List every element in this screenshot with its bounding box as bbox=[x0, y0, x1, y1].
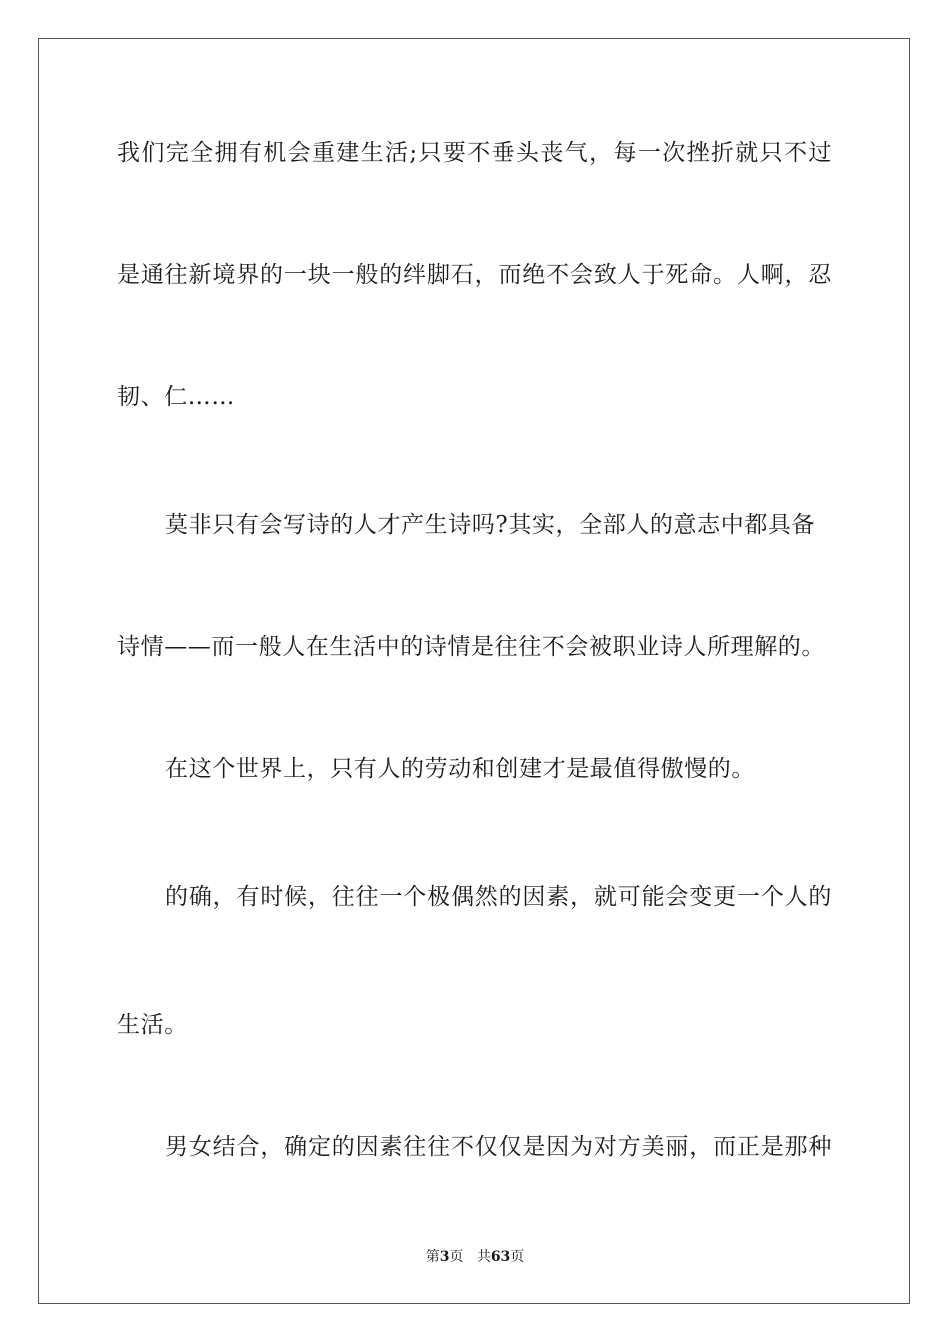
paragraph-line-2: 是通往新境界的一块一般的绊脚石，而绝不会致人于死命。人啊，忍 bbox=[117, 262, 832, 288]
page-footer bbox=[0, 1248, 950, 1266]
footer-page-number: 3 bbox=[439, 1249, 450, 1265]
footer-page-suffix: 页 bbox=[449, 1249, 464, 1265]
paragraph-line-4: 莫非只有会写诗的人才产生诗吗?其实，全部人的意志中都具备 bbox=[165, 512, 816, 538]
paragraph-line-1: 我们完全拥有机会重建生活;只要不垂头丧气，每一次挫折就只不过 bbox=[117, 140, 832, 166]
paragraph-line-7: 的确，有时候，往往一个极偶然的因素，就可能会变更一个人的 bbox=[165, 884, 832, 910]
paragraph-line-6: 在这个世界上，只有人的劳动和创建才是最值得傲慢的。 bbox=[165, 756, 755, 782]
paragraph-line-8: 生活。 bbox=[117, 1012, 188, 1038]
footer-total-suffix: 页 bbox=[510, 1249, 525, 1265]
footer-page-prefix: 第 bbox=[425, 1249, 440, 1265]
paragraph-line-5: 诗情——而一般人在生活中的诗情是往往不会被职业诗人所理解的。 bbox=[117, 634, 825, 660]
page-border bbox=[38, 38, 910, 1304]
footer-total-pages: 63 bbox=[490, 1249, 511, 1265]
paragraph-line-9: 男女结合，确定的因素往往不仅仅是因为对方美丽，而正是那种 bbox=[165, 1134, 832, 1160]
footer-total-prefix: 共 bbox=[476, 1249, 491, 1265]
paragraph-line-3: 韧、仁…… bbox=[117, 384, 235, 410]
